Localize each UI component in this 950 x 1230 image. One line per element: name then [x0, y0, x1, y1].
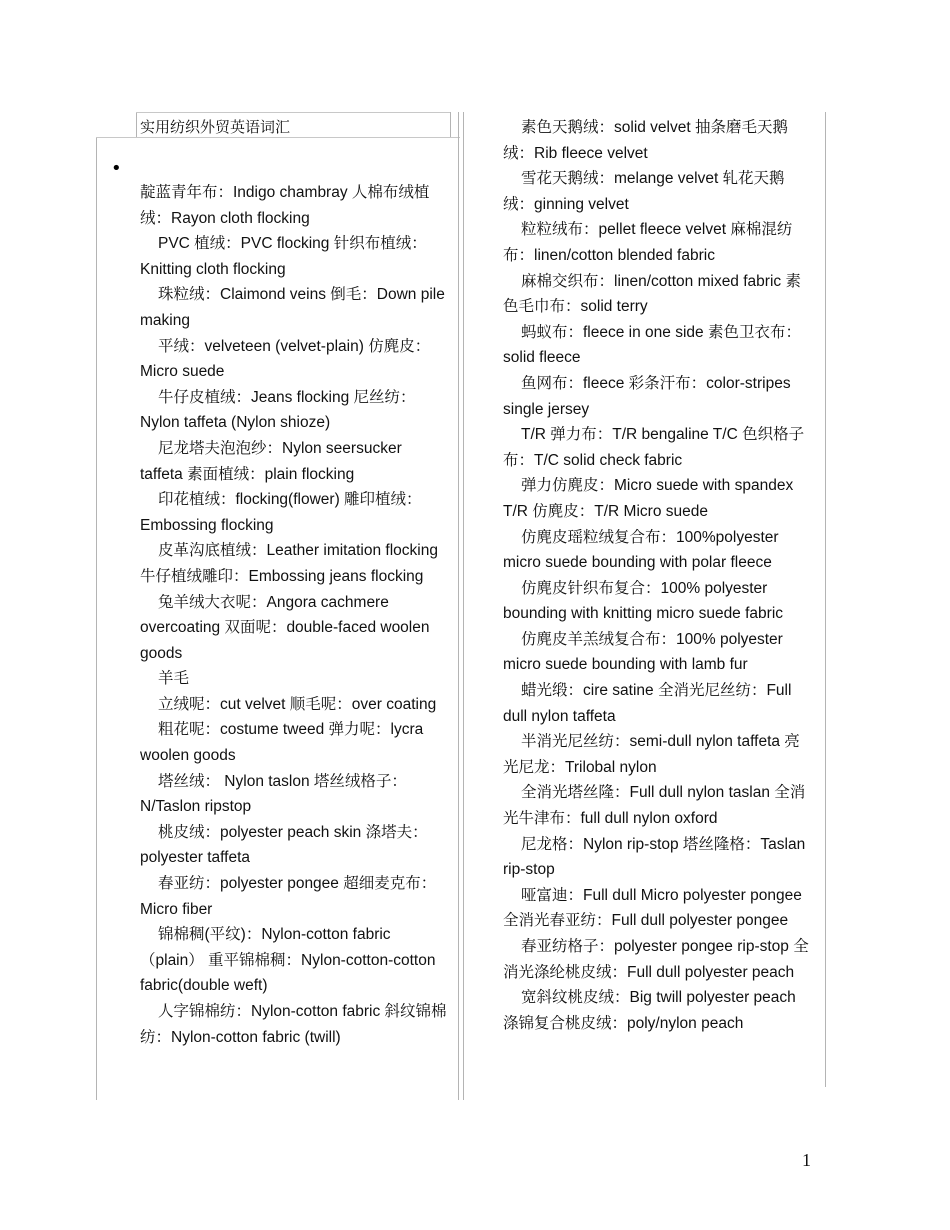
right-column-border — [825, 112, 826, 1087]
glossary-entry: 麻棉交织布：linen/cotton mixed fabric 素色毛巾布：solid terry — [503, 272, 801, 316]
glossary-entry: 牛仔皮植绒：Jeans flocking 尼丝纺：Nylon taffeta (Nylon shioze) — [140, 388, 416, 432]
table-border-left-top — [136, 112, 137, 137]
column-divider-2 — [458, 112, 459, 1100]
glossary-entry: 仿麂皮瑶粒绒复合布：100%polyester micro suede bounding with polar fleece — [503, 528, 779, 572]
table-border-left — [96, 137, 97, 1100]
glossary-entry: 尼龙格：Nylon rip-stop 塔丝隆格：Taslan rip-stop — [503, 835, 806, 879]
glossary-entry: 半消光尼丝纺：semi-dull nylon taffeta 亮光尼龙：Trilobal nylon — [503, 733, 800, 776]
glossary-entry: 雪花天鹅绒：melange velvet 轧花天鹅绒：ginning velvet — [503, 170, 785, 213]
column-divider-3 — [463, 112, 464, 1100]
glossary-entry: 靛蓝青年布：Indigo chambray 人棉布绒植绒：Rayon cloth flocking — [140, 184, 430, 227]
glossary-entry: 人字锦棉纺：Nylon-cotton fabric 斜纹锦棉纺：Nylon-cotton fabric (twill) — [140, 1003, 447, 1046]
document-title: 实用纺织外贸英语词汇 — [140, 118, 291, 136]
glossary-entry: 蜡光缎：cire satine 全消光尼丝纺：Full dull nylon taffeta — [503, 682, 792, 725]
glossary-entry: 兔羊绒大衣呢：Angora cachmere overcoating 双面呢：double-faced woolen goods — [140, 593, 430, 662]
glossary-entry: 印花植绒：flocking(flower) 雕印植绒：Embossing flocking — [140, 491, 422, 534]
column-divider-1 — [450, 112, 451, 137]
glossary-entry: 蚂蚁布：fleece in one side 素色卫衣布：solid fleece — [503, 323, 801, 367]
glossary-entry: 珠粒绒：Claimond veins 倒毛：Down pile making — [140, 286, 445, 329]
right-column — [503, 115, 815, 1036]
glossary-entry: 尼龙塔夫泡泡纱：Nylon seersucker taffeta 素面植绒：plain flocking — [140, 439, 402, 483]
glossary-entry: 羊毛 — [158, 670, 190, 688]
glossary-entry: 哑富迪：Full dull Micro polyester pongee 全消光春亚纺：Full dull polyester pongee — [503, 886, 802, 930]
glossary-entry: 春亚纺格子：polyester pongee rip-stop 全消光涤纶桃皮绒：Full dull polyester peach — [503, 938, 809, 981]
table-border-row — [96, 137, 460, 138]
glossary-entry: 平绒：velveteen (velvet-plain) 仿麂皮：Micro suede — [140, 337, 431, 381]
glossary-entry: 弹力仿麂皮：Micro suede with spandex T/R 仿麂皮：T/R Micro suede — [503, 477, 794, 520]
glossary-entry: 塔丝绒： Nylon taslon 塔丝绒格子：N/Taslon ripstop — [140, 772, 407, 816]
glossary-entry: 素色天鹅绒：solid velvet 抽条磨毛天鹅绒：Rib fleece velvet — [503, 119, 788, 162]
glossary-entry: 粒粒绒布：pellet fleece velvet 麻棉混纺布：linen/cotton blended fabric — [503, 221, 793, 264]
glossary-entry: 锦棉稠(平纹)：Nylon-cotton fabric（plain） 重平锦棉稠：Nylon-cotton-cotton fabric(double weft) — [140, 926, 436, 995]
left-column — [140, 180, 448, 1050]
glossary-entry: 全消光塔丝隆：Full dull nylon taslan 全消光牛津布：full dull nylon oxford — [503, 784, 806, 828]
table-border-top — [136, 112, 450, 113]
glossary-entry: 粗花呢：costume tweed 弹力呢：lycra woolen goods — [140, 721, 424, 765]
page-number: 1 — [802, 1150, 811, 1170]
glossary-entry: PVC 植绒：PVC flocking 针织布植绒：Knitting cloth flocking — [140, 235, 427, 278]
glossary-entry: 桃皮绒：polyester peach skin 涤塔夫：polyester taffeta — [140, 823, 428, 867]
list-bullet: • — [111, 158, 122, 179]
glossary-entry: T/R 弹力布：T/R bengaline T/C 色织格子布：T/C solid check fabric — [503, 426, 805, 469]
glossary-entry: 宽斜纹桃皮绒：Big twill polyester peach 涤锦复合桃皮绒：poly/nylon peach — [503, 989, 796, 1032]
glossary-entry: 仿麂皮羊羔绒复合布：100% polyester micro suede bounding with lamb fur — [503, 630, 783, 674]
glossary-entry: 春亚纺：polyester pongee 超细麦克布：Micro fiber — [140, 875, 437, 918]
glossary-entry: 鱼网布：fleece 彩条汗布：color-stripes single jersey — [503, 374, 791, 418]
glossary-entry: 皮革沟底植绒：Leather imitation flocking 牛仔植绒雕印：Embossing jeans flocking — [140, 542, 438, 585]
glossary-entry: 仿麂皮针织布复合：100% polyester bounding with knitting micro suede fabric — [503, 579, 784, 623]
glossary-entry: 立绒呢：cut velvet 顺毛呢：over coating — [158, 695, 437, 713]
